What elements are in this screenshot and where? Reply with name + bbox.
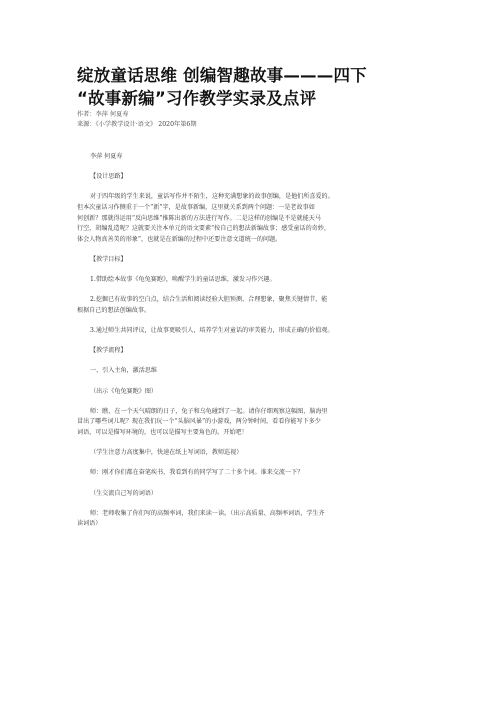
text-line: 师：老师收集了你们写的高频率词，我们来读一读。（出示高质量、高频率词语，学生齐	[90, 509, 325, 517]
source-line: 来源：《小学教学设计·语文》 2020年第6期	[77, 121, 197, 128]
stage-direction: （生交流自己写的词语）	[90, 489, 158, 497]
title-line-2: “故事新编”习作教学实录及点评	[77, 89, 317, 108]
text-line: 词语，可以是描写环境的，也可以是描写主要角色的。开始吧！	[77, 429, 248, 437]
section-heading-process: 【教学流程】	[90, 347, 127, 355]
text-line: 体会人物真善美的形象”，也就是在新编的过程中还要注意文道统一的问题。	[77, 235, 282, 243]
title-line-1: 绽放童话思维 创编智趣故事———四下	[77, 66, 367, 85]
teacher-speech-1	[77, 407, 437, 439]
article-title	[77, 64, 437, 110]
text-line: 行空，胡编乱造呢？这就要关注本单元的语文要素“按自己的想法新编故事；感受童话的奇妙，	[77, 225, 330, 233]
goal-3: 3.通过师生共同评议，让故事更吸引人，培养学生对童话的审美能力，形成正确的价值观。	[90, 327, 334, 335]
step-heading-1: 一、引入主角，激活思维	[90, 367, 158, 375]
authors-line: 作者：李萍 何夏寿	[77, 111, 129, 118]
text-line: 对于四年级的学生来说，童话写作并不陌生，这种充满想象的故事创编，是他们所喜爱的。	[90, 193, 334, 201]
teacher-speech-3	[77, 509, 437, 530]
text-line: 何创新？那就得运用“反向思维”推陈出新的方法进行写作。二是这样的创编是不是就能天马	[77, 214, 321, 222]
text-line: 冒出了哪些词儿呢？现在我们玩一个“头脑风暴”的小游戏，两分钟时间，看看你能写下多少	[77, 418, 321, 426]
text-line: 读词语）	[77, 520, 102, 528]
goal-2	[77, 295, 437, 316]
text-line: 根据自己的想法创编故事。	[77, 306, 151, 314]
stage-direction: （学生注意力高度集中，快速在纸上写词语，教师巡视）	[90, 449, 243, 457]
goal-1: 1.借助绘本故事《龟兔赛跑》，唤醒学生的童话思维，激发习作兴趣。	[90, 276, 276, 284]
text-line: 师：瞧，在一个天气晴朗的日子，兔子和乌龟碰到了一起。请你仔细观察这幅图，脑海里	[90, 407, 328, 415]
article-body	[77, 152, 437, 540]
byline: 李萍 何夏寿	[90, 153, 123, 160]
section-heading-goals: 【教学目标】	[90, 255, 127, 263]
text-line: 但本次童话习作侧重于一个“新”字，是故事新编，这里就关系到两个问题：一是老故事如	[77, 203, 315, 211]
teacher-speech-2: 师：刚才你们都在奋笔疾书，我看到有的同学写了二十多个词。谁来交流一下？	[90, 469, 304, 477]
text-line: 2.挖掘已有故事的空白点，结合生活和阅读经验大胆预测、合理想象，聚焦关键情节，能	[90, 296, 328, 304]
stage-direction: （出示《龟兔赛跑》图）	[90, 387, 158, 395]
section-heading-design: 【设计思路】	[90, 173, 127, 181]
design-paragraph	[77, 192, 437, 245]
